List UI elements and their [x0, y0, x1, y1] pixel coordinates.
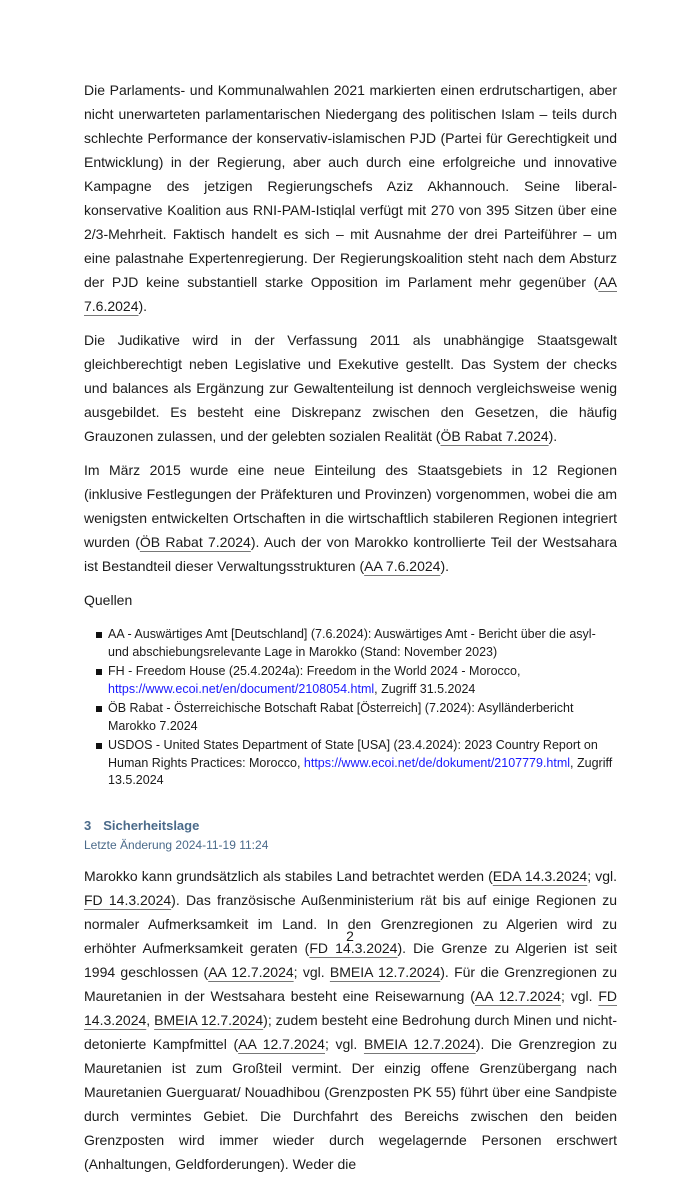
- source-item: [96, 626, 617, 661]
- citation-link[interactable]: FD 14.3.2024: [84, 987, 617, 1028]
- text-run: ; vgl.: [560, 987, 599, 1004]
- text-run: Marokko kann grundsätzlich als stabiles Land betrachtet werden (: [84, 867, 493, 884]
- text-run: ). Auch der von Marokko kontrollierte Teil der Westsahara ist Bestandteil dieser Verwaltungsstrukturen (: [84, 534, 618, 574]
- page-number: 2: [346, 928, 354, 944]
- citation-link[interactable]: AA 12.7.2024: [474, 987, 561, 1004]
- paragraph: [84, 458, 617, 578]
- text-run: Die Judikative wird in der Verfassung 2011 als unabhängige Staatsgewalt gleichberechtigt neben Legislative und Exekutive gestellt. Das System der checks und balances als Ergänzung zur Gewaltenteilung ist dennoch vergleichsweise wenig ausgebildet. Es besteht eine Diskrepanz zwischen den Gesetzen, die häufig Grauzonen zulassen, und der gelebten sozialen Realität (: [84, 332, 617, 444]
- citation-link[interactable]: BMEIA 12.7.2024: [363, 1035, 476, 1052]
- text-run: ; vgl.: [324, 1035, 364, 1052]
- text-run: ).: [548, 428, 558, 444]
- citation-link[interactable]: BMEIA 12.7.2024: [329, 963, 441, 980]
- text-run: USDOS - United States Department of State [USA] (23.4.2024): 2023 Country Report on Human Rights Practices: Morocco,: [108, 738, 598, 770]
- text-run: ). Die Grenze zu Algerien ist seit 1994 geschlossen (: [84, 939, 617, 980]
- citation-link[interactable]: ÖB Rabat 7.2024: [440, 428, 549, 444]
- text-run: ).: [138, 298, 148, 314]
- text-run: ). Das französische Außenministerium rät bis auf einige Regionen zu normaler Aufmerksamkeit im Land. In den Grenzregionen zu Algerien wird zu erhöhter Aufmerksamkeit geraten (: [84, 891, 617, 956]
- paragraph: [84, 864, 617, 1176]
- citation-link[interactable]: AA 12.7.2024: [208, 963, 294, 980]
- text-run: , Zugriff 31.5.2024: [374, 681, 476, 696]
- section-paragraphs: [84, 864, 617, 1176]
- sources-list: [96, 626, 617, 790]
- citation-link[interactable]: AA 12.7.2024: [238, 1035, 325, 1052]
- sources-label: Quellen: [84, 592, 133, 608]
- source-item: [96, 700, 617, 735]
- text-run: ,: [146, 1011, 155, 1028]
- document-body: [84, 78, 617, 1186]
- source-link[interactable]: https://www.ecoi.net/de/dokument/2107779.html: [303, 755, 571, 770]
- text-run: ).: [440, 558, 449, 574]
- section-title: Sicherheitslage: [103, 817, 200, 833]
- citation-link[interactable]: AA 7.6.2024: [84, 274, 617, 314]
- paragraph: [84, 78, 617, 318]
- section-number: 3: [84, 817, 92, 833]
- citation-link[interactable]: ÖB Rabat 7.2024: [139, 534, 251, 550]
- section-heading: [84, 818, 617, 833]
- citation-link[interactable]: FD 14.3.2024: [84, 891, 172, 908]
- text-run: ). Die Grenzregion zu Mauretanien ist zum Großteil vermint. Der einzig offene Grenzübergang nach Mauretanien Guerguarat/ Nouadhibou (Grenzposten PK 55) führt über eine Sandpiste durch vermintes Gebiet. Die Durchfahrt des Bereichs zwischen den beiden Grenzposten wird immer wieder durch wegelagernde Personen erschwert (Anhaltungen, Geldforderungen). Weder die: [84, 1035, 618, 1172]
- text-run: Im März 2015 wurde eine neue Einteilung des Staatsgebiets in 12 Regionen (inklusive Festlegungen der Präfekturen und Provinzen) vorgenommen, wobei die am wenigsten entwickelten Ortschaften in die wirtschaftlich stabileren Regionen integriert wurden (: [84, 462, 617, 550]
- paragraph: [84, 328, 617, 448]
- source-item: [96, 737, 617, 790]
- last-changed: Letzte Änderung 2024-11-19 11:24: [84, 837, 269, 852]
- text-run: AA - Auswärtiges Amt [Deutschland] (7.6.2024): Auswärtiges Amt - Bericht über die asyl- und abschiebungsrelevante Lage in Marokko (Stand: November 2023): [108, 627, 596, 659]
- text-run: FH - Freedom House (25.4.2024a): Freedom in the World 2024 - Morocco,: [108, 664, 521, 678]
- text-run: Die Parlaments- und Kommunalwahlen 2021 markierten einen erdrutschartigen, aber nicht unerwarteten parlamentarischen Niedergang des politischen Islam – teils durch schlechte Performance der konservativ-islamischen PJD (Partei für Gerechtigkeit und Entwicklung) in der Regierung, aber auch durch eine erfolgreiche und innovative Kampagne des jetzigen Regierungschefs Aziz Akhannouch. Seine liberal-konservative Koalition aus RNI-PAM-Istiqlal verfügt mit 270 von 395 Sitzen über eine 2/3-Mehrheit. Faktisch handelt es sich – mit Ausnahme der drei Parteiführer – um eine palastnahe Expertenregierung. Der Regierungskoalition steht nach dem Absturz der PJD keine substantiell starke Opposition im Parlament mehr gegenüber (: [84, 82, 617, 290]
- text-run: ÖB Rabat - Österreichische Botschaft Rabat [Österreich] (7.2024): Asylländerbericht Marokko 7.2024: [108, 701, 574, 733]
- citation-link[interactable]: FD 14.3.2024: [309, 939, 398, 956]
- text-run: ); zudem besteht eine Bedrohung durch Minen und nicht-detonierte Kampfmittel (: [84, 1011, 617, 1052]
- citation-link[interactable]: EDA 14.3.2024: [492, 867, 588, 884]
- intro-paragraphs: [84, 78, 617, 578]
- text-run: ; vgl.: [587, 867, 618, 884]
- source-item: [96, 663, 617, 698]
- citation-link[interactable]: AA 7.6.2024: [364, 558, 441, 574]
- citation-link[interactable]: BMEIA 12.7.2024: [154, 1011, 264, 1028]
- text-run: ; vgl.: [293, 963, 330, 980]
- text-run: , Zugriff 13.5.2024: [108, 755, 613, 787]
- text-run: ). Für die Grenzregionen zu Mauretanien in der Westsahara besteht eine Reisewarnung (: [84, 963, 617, 1004]
- source-link[interactable]: https://www.ecoi.net/en/document/2108054.html: [108, 681, 375, 696]
